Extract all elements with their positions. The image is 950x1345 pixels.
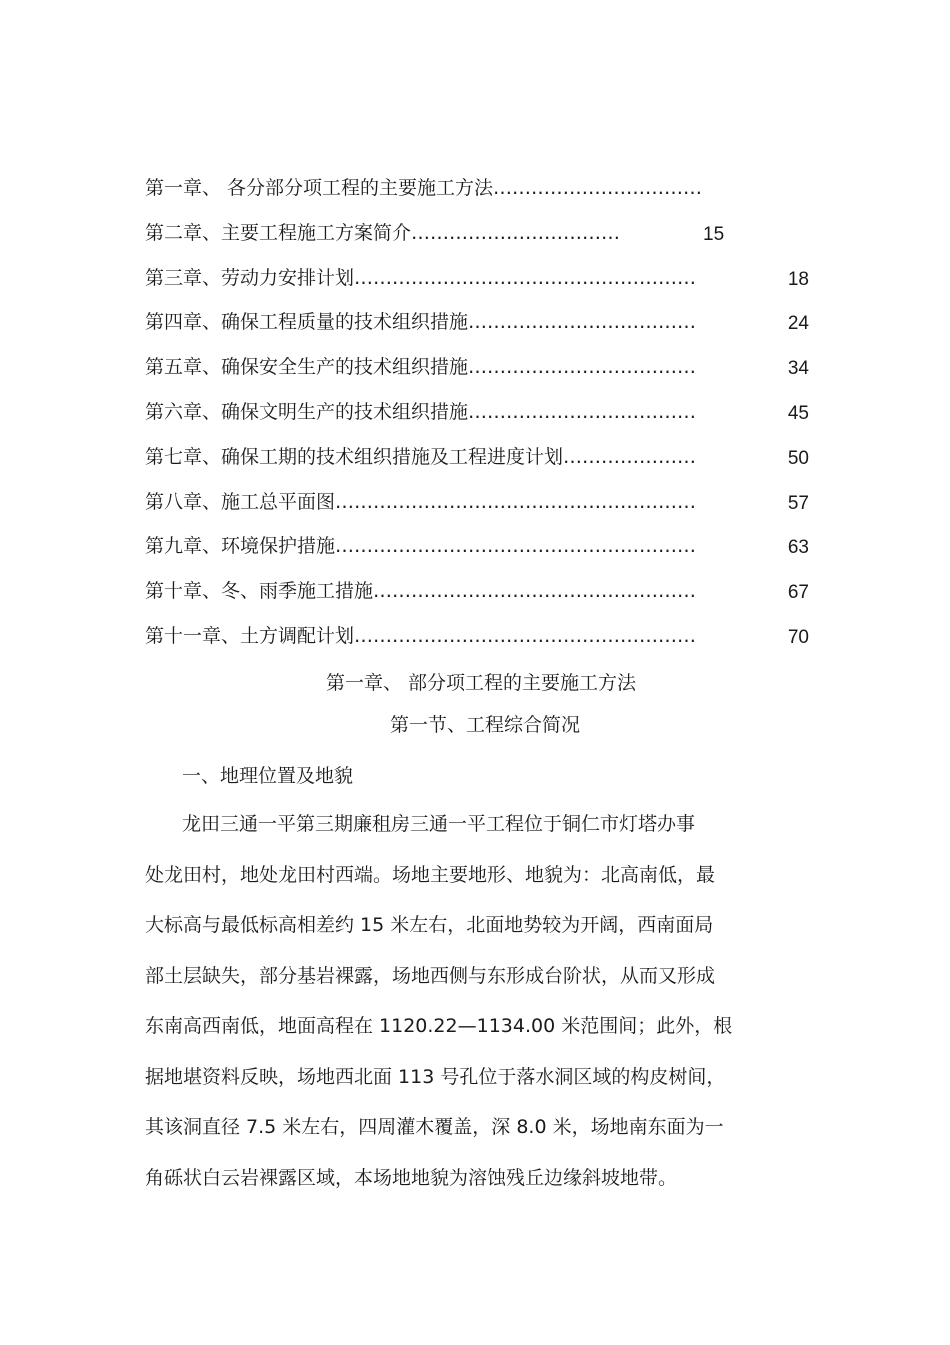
toc-entry-page: 63 [787,537,809,559]
toc-entry[interactable] [145,349,815,394]
toc-entry-label: 第一章、 各分部分项工程的主要施工方法…………………………… [145,177,703,199]
toc-entry-page: 67 [787,582,809,604]
toc-entry-page: 57 [787,492,809,514]
toc-entry[interactable] [145,170,815,215]
body-paragraph [145,810,805,1214]
toc-entry[interactable] [145,215,815,260]
toc-entry-label: 第七章、确保工期的技术组织措施及工程进度计划………………… [145,445,697,468]
paragraph-line: 大标高与最低标高相差约 15 米左右，北面地势较为开阔，西南面局 [145,914,714,936]
toc-entry-page: 24 [787,313,809,335]
toc-entry[interactable] [145,484,815,529]
table-of-contents [145,170,815,663]
paragraph-line: 龙田三通一平第三期廉租房三通一平工程位于铜仁市灯塔办事 [182,813,696,835]
toc-entry-label: 第四章、确保工程质量的技术组织措施……………………………… [145,311,697,334]
toc-entry-page: 18 [787,268,809,290]
toc-entry[interactable] [145,528,815,573]
toc-entry-label: 第五章、确保安全生产的技术组织措施……………………………… [145,356,697,379]
toc-entry-label: 第十一章、土方调配计划……………………………………………… [145,624,697,647]
toc-entry-label: 第十章、冬、雨季施工措施…………………………………………… [145,580,697,603]
toc-entry-label: 第二章、主要工程施工方案简介…………………………… [145,221,621,244]
toc-entry[interactable] [145,304,815,349]
toc-entry[interactable] [145,260,815,305]
paragraph-line: 其该洞直径 7.5 米左右，四周灌木覆盖，深 8.0 米，场地南东面为一 [145,1116,724,1138]
subsection-heading: 一、地理位置及地貌 [182,765,354,787]
toc-entry-label: 第六章、确保文明生产的技术组织措施……………………………… [145,400,697,423]
section-title: 第一节、工程综合简况 [389,714,580,736]
paragraph-line: 据地堪资料反映，场地西北面 113 号孔位于落水洞区域的构皮树间， [145,1065,726,1088]
toc-entry-page: 70 [787,626,809,648]
paragraph-line: 角砾状白云岩裸露区域，本场地地貌为溶蚀残丘边缘斜坡地带。 [145,1166,678,1189]
toc-entry-page: 34 [787,358,809,380]
toc-entry-page: 45 [787,402,809,424]
toc-entry[interactable] [145,618,815,663]
toc-entry-page: 50 [787,447,809,469]
paragraph-line: 东南高西南低，地面高程在 1120.22—1134.00 米范围间；此外，根 [145,1015,733,1037]
toc-entry[interactable] [145,394,815,439]
toc-entry-label: 第八章、施工总平面图………………………………………………… [145,490,697,513]
chapter-title: 第一章、 部分项工程的主要施工方法 [325,672,637,694]
paragraph-line: 处龙田村，地处龙田村西端。场地主要地形、地貌为：北高南低，最 [145,863,716,886]
toc-entry[interactable] [145,439,815,484]
toc-entry-label: 第三章、劳动力安排计划……………………………………………… [145,266,697,289]
toc-entry-label: 第九章、环境保护措施………………………………………………… [145,535,697,558]
paragraph-line: 部土层缺失，部分基岩裸露，场地西侧与东形成台阶状，从而又形成 [145,964,716,987]
toc-entry[interactable] [145,573,815,618]
toc-entry-page: 15 [703,223,725,245]
